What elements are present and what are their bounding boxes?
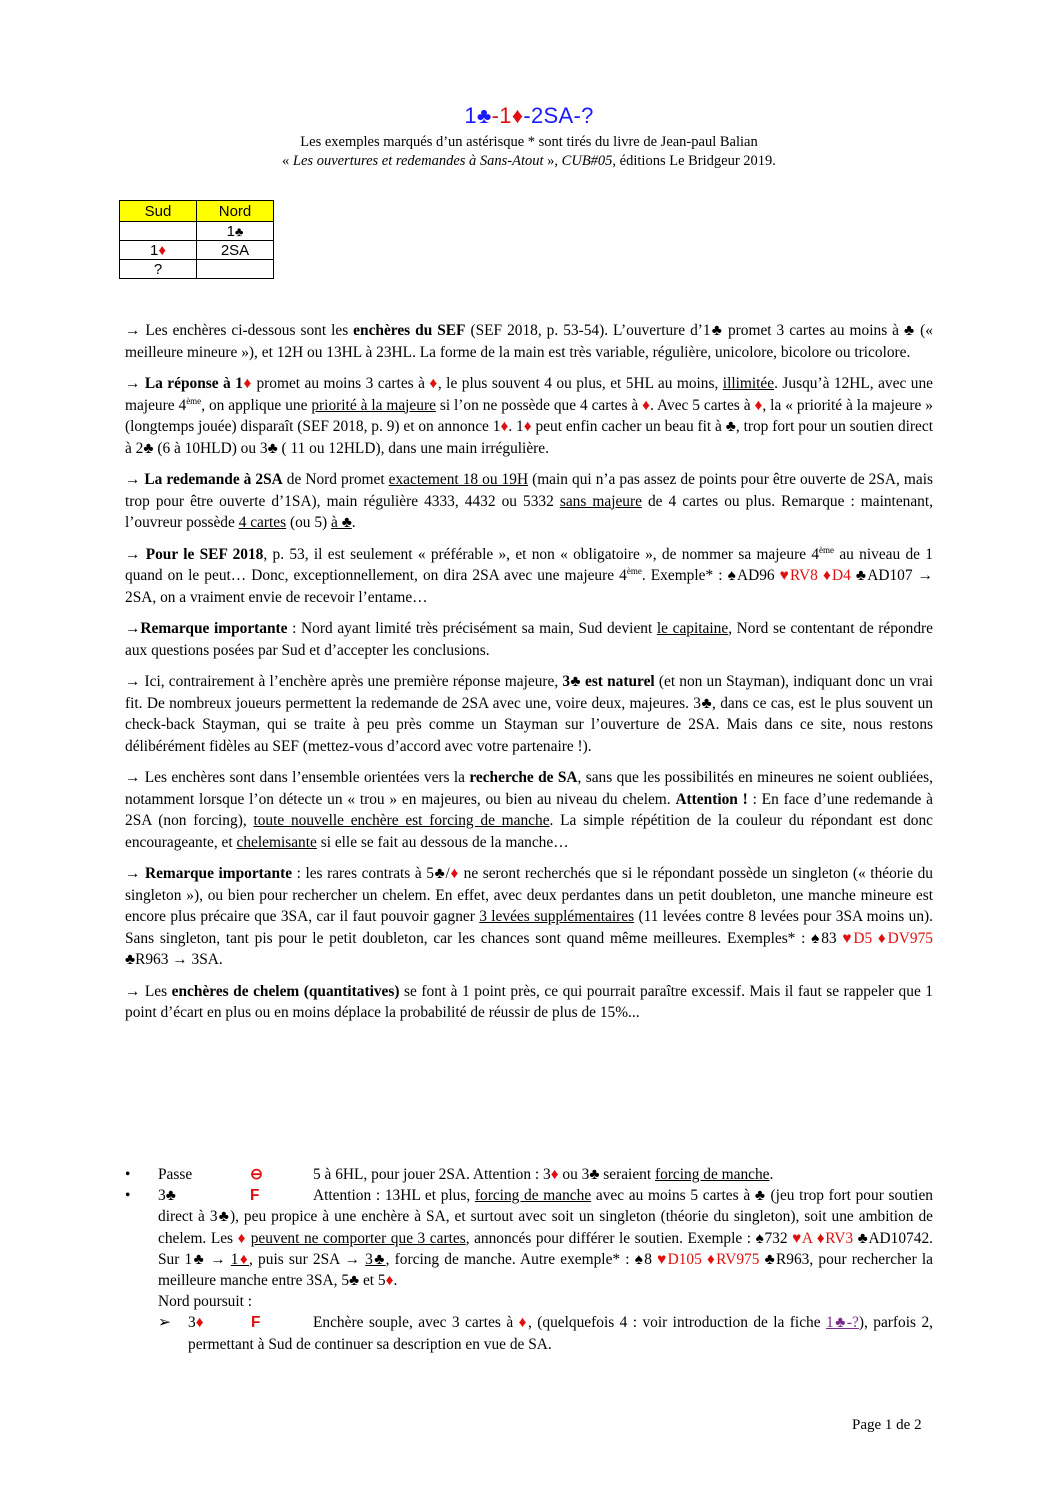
link-fiche-1c[interactable]: 1♣-? xyxy=(825,1314,859,1332)
bid-cell: ? xyxy=(120,260,197,279)
subtitle-line-1: Les exemples marqués d’un astérisque * sont tirés du livre de Jean-paul Balian xyxy=(300,134,758,150)
paragraph: →Remarque importante : Nord ayant limité très précisément sa main, Sud devient le capitaine, Nord se contentant de répondre aux questions posées par Sud et d’accepter les conclusions. xyxy=(125,620,933,659)
bid-cell: 2SA xyxy=(197,241,274,260)
bid-cell: 1♦ xyxy=(120,241,197,260)
forcing-code: F xyxy=(250,1187,260,1205)
subtitle xyxy=(0,133,1058,171)
subtitle-line-2: « Les ouvertures et redemandes à Sans-Atout », CUB#05, éditions Le Bridgeur 2019. xyxy=(282,153,776,169)
body-text xyxy=(125,320,933,1034)
paragraph: → Les enchères de chelem (quantitatives) se font à 1 point près, ce qui pourrait paraître excessif. Mais il faut se rappeler que 1 point d’écart en plus ou en moins déplace la probabilité de réussir de plus de 15%... xyxy=(125,982,933,1021)
page-title: 1♣-1♦-2SA-? xyxy=(464,103,594,128)
bid-label: 3♦ xyxy=(188,1314,204,1332)
no-forcing-icon: ⊖ xyxy=(250,1166,263,1183)
bullet-icon: • xyxy=(125,1166,131,1183)
bid-list xyxy=(125,1164,933,1355)
bid-cell xyxy=(120,222,197,241)
forcing-code: F xyxy=(251,1314,261,1332)
list-item: ➢ 3♦ F Enchère souple, avec 3 cartes à ♦, (quelquefois 4 : voir introduction de la fiche 1♣-?), parfois 2, permettant à Sud de continuer sa description en vue de SA. xyxy=(158,1314,933,1353)
paragraph: → La redemande à 2SA de Nord promet exactement 18 ou 19H (main qui n’a pas assez de points pour être ouverte de 2SA, mais trop pour être ouverte d’1SA), main régulière 4333, 4432 ou 5332 sans majeure de 4 cartes ou plus. Remarque : maintenant, l’ouvreur possède 4 cartes (ou 5) à ♣. xyxy=(125,471,934,531)
bid-cell xyxy=(197,260,274,279)
arrow-bullet-icon: ➢ xyxy=(158,1314,171,1332)
bid-label: Passe xyxy=(158,1166,193,1183)
bidding-table xyxy=(119,200,274,279)
paragraph: → Remarque importante : les rares contrats à 5♣/♦ ne seront recherchés que si le répondant possède un singleton (« théorie du singleton »), ou bien pour rechercher un chelem. En effet, avec deux perdantes dans un petit doubleton, une manche mineure est encore plus précaire que 3SA, car il faut pouvoir gagner 3 levées supplémentaires (11 levées contre 8 levées pour 3SA moins un). Sans singleton, tant pis pour le petit doubleton, car les chances sont quand même meilleures. Exemples* : ♠83 ♥D5 ♦DV975 ♣R963 → 3SA. xyxy=(125,865,933,968)
paragraph: → Les enchères ci-dessous sont les enchères du SEF (SEF 2018, p. 53-54). L’ouverture d’1♣ promet 3 cartes au moins à ♣ (« meilleure mineure »), et 12H ou 13HL à 23HL. La forme de la main est très variable, régulière, unicolore, bicolore ou tricolore. xyxy=(125,322,933,361)
list-item: • Passe ⊖ 5 à 6HL, pour jouer 2SA. Attention : 3♦ ou 3♣ seraient forcing de manche. xyxy=(125,1164,933,1185)
header-nord: Nord xyxy=(197,201,274,222)
book-title: Les ouvertures et redemandes à Sans-Atout xyxy=(292,153,544,169)
paragraph: → Les enchères sont dans l’ensemble orientées vers la recherche de SA, sans que les possibilités en mineures ne soient oubliées, notamment lorsque l’on détecte un « trou » en majeures, ou bien au niveau du chelem. Attention ! : En face d’une redemande à 2SA (non forcing), toute nouvelle enchère est forcing de manche. La simple répétition de la couleur du répondant est donc encourageante, et chelemisante si elle se fait au dessous de la manche… xyxy=(125,769,934,851)
header-sud: Sud xyxy=(120,201,197,222)
paragraph: → Ici, contrairement à l’enchère après une première réponse majeure, 3♣ est naturel (et non un Stayman), indiquant donc un vrai fit. De nombreux joueurs permettent la redemande de 2SA avec une, voire deux, majeures. 3♣, dans ce cas, est le plus souvent un check-back Stayman, qui se traite à peu près comme un Stayman sur l’ouverture de 2SA. Mais dans ce site, nous restons délibérément fidèles au SEF (mettez-vous d’accord avec votre partenaire !). xyxy=(125,673,933,755)
paragraph: → Pour le SEF 2018, p. 53, il est seulement « préférable », et non « obligatoire », de nommer sa majeure 4ème au niveau de 1 quand on le peut… Donc, exceptionnellement, on dira 2SA avec une majeure 4ème. Exemple* : ♠AD96 ♥RV8 ♦D4 ♣AD107 → 2SA, on a vraiment envie de recevoir l’entame… xyxy=(125,544,933,606)
paragraph: → La réponse à 1♦ promet au moins 3 cartes à ♦, le plus souvent 4 ou plus, et 5HL au moins, illimitée. Jusqu’à 12HL, avec une majeure 4ème, on applique une priorité à la majeure si l’on ne possède que 4 cartes à ♦. Avec 5 cartes à ♦, la « priorité à la majeure » (longtemps jouée) disparaît (SEF 2018, p. 9) et on annonce 1♦. 1♦ peut enfin cacher un beau fit à ♣, trop fort pour un soutien direct à 2♣ (6 à 10HLD) ou 3♣ ( 11 ou 12HLD), dans une main irrégulière. xyxy=(125,375,934,457)
bid-cell: 1♣ xyxy=(197,222,274,241)
bullet-icon: • xyxy=(125,1187,131,1205)
bid-label: 3♣ xyxy=(158,1187,176,1205)
list-item: • 3♣ F Attention : 13HL et plus, forcing de manche avec au moins 5 cartes à ♣ (jeu trop fort pour soutien direct à 3♣), peu propice à une enchère à SA, et surtout avec soit un singleton (théorie du singleton), soit une ambition de chelem. Les ♦ peuvent ne comporter que 3 cartes, annoncés pour différer le soutien. Exemple : ♠732 ♥A ♦RV3 ♣AD10742. Sur 1♣ → 1♦, puis sur 2SA → 3♣, forcing de manche. Autre exemple* : ♠8 ♥D105 ♦RV975 ♣R963, pour rechercher la meilleure manche entre 3SA, 5♣ et 5♦. Nord poursuit : xyxy=(125,1187,934,1311)
page-number: Page 1 de 2 xyxy=(852,1417,922,1433)
